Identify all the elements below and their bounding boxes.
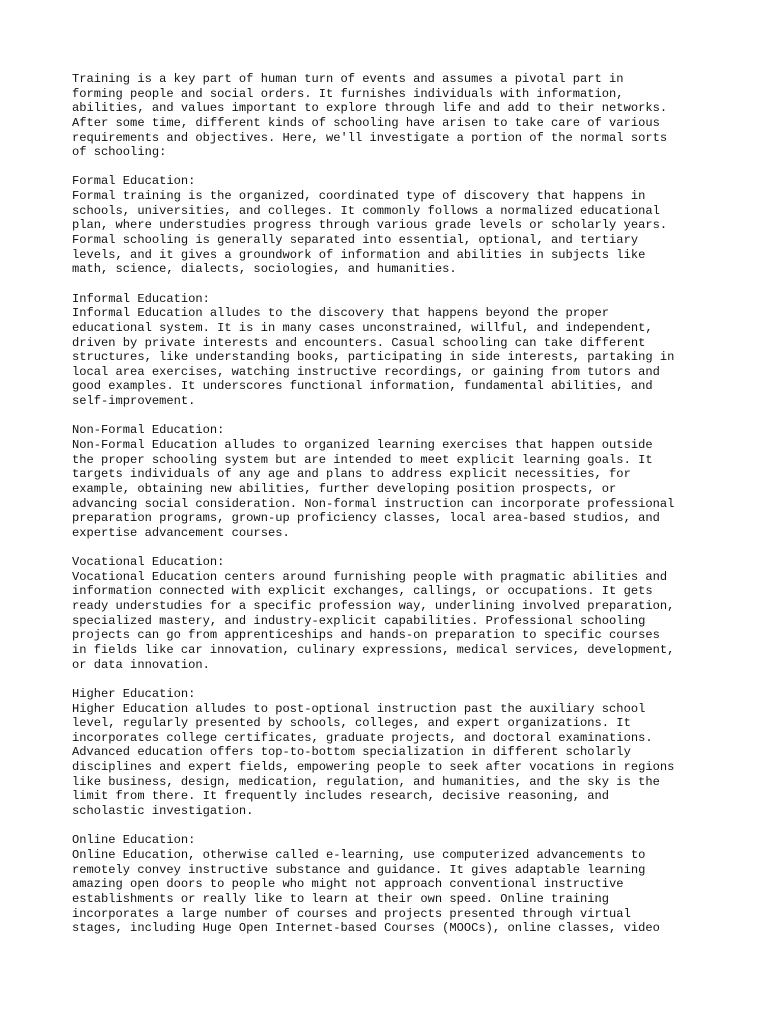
- section-heading: Vocational Education:: [72, 555, 225, 570]
- text-line: level, regularly presented by schools, colleges, and expert organizations. It: [72, 716, 631, 731]
- text-line: the proper schooling system but are intended to meet explicit learning goals. It: [72, 452, 653, 467]
- text-line: expertise advancement courses.: [72, 525, 290, 540]
- text-line: schools, universities, and colleges. It commonly follows a normalized educational: [72, 203, 660, 218]
- intro-paragraph: [72, 72, 712, 160]
- text-line: incorporates a large number of courses and projects presented through virtual: [72, 906, 631, 921]
- text-line: requirements and objectives. Here, we'll investigate a portion of the normal sorts: [72, 130, 668, 145]
- document-page: [72, 72, 712, 950]
- text-line: self-improvement.: [72, 394, 196, 409]
- text-line: Non-Formal Education alludes to organized learning exercises that happen outside: [72, 438, 653, 453]
- text-line: Formal schooling is generally separated into essential, optional, and tertiary: [72, 233, 639, 248]
- section-formal-education: [72, 174, 712, 276]
- text-line: Training is a key part of human turn of events and assumes a pivotal part in: [72, 72, 624, 86]
- text-line: in fields like car innovation, culinary expressions, medical services, development,: [72, 642, 675, 657]
- text-line: levels, and it gives a groundwork of information and abilities in subjects like: [72, 247, 646, 262]
- section-heading: Higher Education:: [72, 686, 196, 701]
- section-higher-education: [72, 687, 712, 819]
- text-line: preparation programs, grown-up proficiency classes, local area-based studios, and: [72, 511, 660, 526]
- text-line: forming people and social orders. It furnishes individuals with information,: [72, 86, 624, 101]
- text-line: like business, design, medication, regulation, and humanities, and the sky is the: [72, 774, 660, 789]
- text-line: ready understudies for a specific profession way, underlining involved preparation,: [72, 599, 675, 614]
- text-line: Online Education, otherwise called e-learning, use computerized advancements to: [72, 847, 646, 862]
- text-line: remotely convey instructive substance and guidance. It gives adaptable learning: [72, 862, 646, 877]
- text-line: of schooling:: [72, 145, 167, 160]
- text-line: structures, like understanding books, participating in side interests, partaking in: [72, 350, 675, 365]
- section-heading: Informal Education:: [72, 291, 210, 306]
- text-line: limit from there. It frequently includes research, decisive reasoning, and: [72, 789, 610, 804]
- text-line: good examples. It underscores functional information, fundamental abilities, and: [72, 379, 653, 394]
- text-line: targets individuals of any age and plans to address explicit necessities, for: [72, 467, 631, 482]
- section-online-education: [72, 833, 712, 935]
- text-line: Higher Education alludes to post-optional instruction past the auxiliary school: [72, 701, 646, 716]
- text-line: educational system. It is in many cases unconstrained, willful, and independent,: [72, 320, 653, 335]
- text-line: incorporates college certificates, graduate projects, and doctoral examinations.: [72, 730, 653, 745]
- text-line: Informal Education alludes to the discovery that happens beyond the proper: [72, 306, 610, 321]
- text-line: example, obtaining new abilities, further developing position prospects, or: [72, 481, 617, 496]
- text-line: information connected with explicit exchanges, callings, or occupations. It gets: [72, 584, 653, 599]
- text-line: scholastic investigation.: [72, 804, 254, 819]
- text-line: plan, where understudies progress through various grade levels or scholarly years.: [72, 218, 668, 233]
- section-non-formal-education: [72, 423, 712, 540]
- section-heading: Non-Formal Education:: [72, 423, 225, 438]
- text-line: Advanced education offers top-to-bottom specialization in different scholarly: [72, 745, 631, 760]
- text-line: projects can go from apprenticeships and hands-on preparation to specific courses: [72, 628, 660, 643]
- text-line: driven by private interests and encounters. Casual schooling can take different: [72, 335, 646, 350]
- text-line: local area exercises, watching instructive recordings, or gaining from tutors and: [72, 364, 660, 379]
- section-heading: Online Education:: [72, 833, 196, 848]
- text-line: establishments or really like to learn at their own speed. Online training: [72, 891, 610, 906]
- text-line: specialized mastery, and industry-explicit capabilities. Professional schooling: [72, 613, 646, 628]
- text-line: abilities, and values important to explore through life and add to their networks.: [72, 101, 668, 116]
- text-line: stages, including Huge Open Internet-based Courses (MOOCs), online classes, video: [72, 921, 660, 936]
- text-line: advancing social consideration. Non-formal instruction can incorporate professional: [72, 496, 675, 511]
- text-line: amazing open doors to people who might not approach conventional instructive: [72, 877, 624, 892]
- text-line: math, science, dialects, sociologies, and humanities.: [72, 262, 457, 277]
- text-line: Formal training is the organized, coordinated type of discovery that happens in: [72, 189, 646, 204]
- section-vocational-education: [72, 555, 712, 672]
- section-informal-education: [72, 292, 712, 409]
- text-line: After some time, different kinds of schooling have arisen to take care of various: [72, 115, 660, 130]
- text-line: disciplines and expert fields, empowering people to seek after vocations in regions: [72, 760, 675, 775]
- text-line: or data innovation.: [72, 657, 210, 672]
- text-line: Vocational Education centers around furnishing people with pragmatic abilities and: [72, 569, 668, 584]
- section-heading: Formal Education:: [72, 174, 196, 189]
